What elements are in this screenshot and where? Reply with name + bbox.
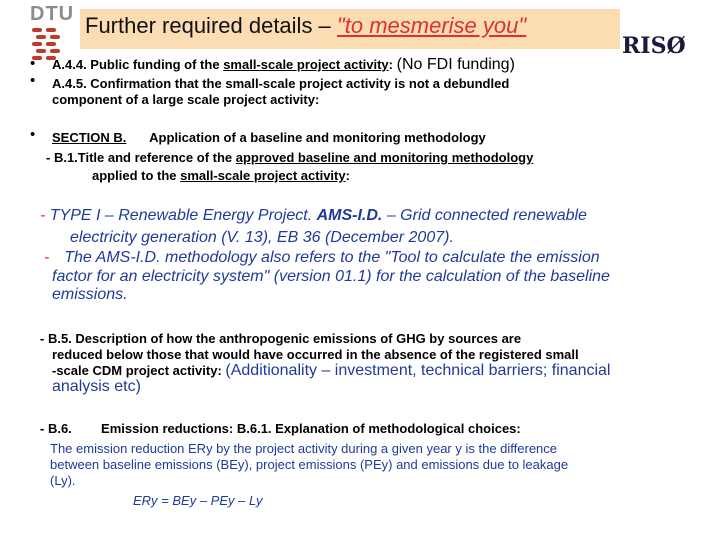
bullet-dot: • — [30, 72, 36, 89]
dtu-logo-text: DTU — [30, 3, 75, 25]
bullet-dot: • — [30, 55, 36, 72]
section-b-title: Application of a baseline and monitoring methodology — [149, 130, 486, 145]
type-l3: The AMS-I.D. methodology also refers to the "Tool to calculate the emission — [64, 249, 600, 266]
a44-text: A.4.4. Public funding of the — [52, 57, 220, 72]
b1-prefix: - B.1.Title and reference of the — [46, 150, 233, 165]
b5-line3 — [52, 363, 610, 378]
b6-line3: (Ly). — [50, 473, 76, 488]
b6-line2: between baseline emissions (BEy), project emissions (PEy) and emissions due to leakage — [50, 457, 569, 472]
b1-line2-colon: : — [345, 168, 350, 183]
type-l1-rest: – Grid connected renewable — [386, 207, 587, 224]
b1-underlined: approved baseline and monitoring methodology — [235, 150, 534, 165]
a44-answer: (No FDI funding) — [396, 56, 515, 73]
b5-l3-text: -scale CDM project activity: — [52, 363, 222, 378]
b5-line1: - B.5. Description of how the anthropogenic emissions of GHG by sources are — [40, 331, 522, 346]
type-line4: factor for an electricity system" (version 01.1) for the calculation of the baseline — [52, 268, 610, 285]
b5-line2: reduced below those that would have occurred in the absence of the registered small — [52, 347, 579, 362]
a44-underlined: small-scale project activity — [223, 57, 389, 72]
type-dash1: - — [40, 207, 46, 224]
b1-title-line2 — [92, 168, 350, 183]
b5-l3-answer: (Additionality – investment, technical barriers; financial — [225, 362, 611, 379]
type-line1 — [40, 207, 587, 225]
b6-heading — [40, 421, 521, 436]
b1-title-line1 — [46, 150, 533, 165]
type-line2: electricity generation (V. 13), EB 36 (December 2007). — [70, 229, 454, 246]
b1-line2-prefix: applied to the — [92, 168, 177, 183]
section-b-label: SECTION B. — [52, 130, 127, 145]
b6-line1: The emission reduction ERy by the project activity during a given year y is the difference — [50, 441, 558, 456]
type-line3 — [44, 249, 600, 267]
b6-label: - B.6. — [40, 421, 72, 436]
type-line5: emissions. — [52, 286, 128, 303]
b1-line2-underlined: small-scale project activity — [180, 168, 346, 183]
b6-title: Emission reductions: B.6.1. Explanation of methodological choices: — [101, 421, 521, 436]
bullet-dot: • — [30, 126, 36, 143]
bullet-a44 — [52, 57, 515, 72]
title-quote: "to mesmerise you" — [336, 13, 527, 38]
section-b-heading — [52, 130, 486, 145]
bullet-a45-line2: component of a large scale project activity: — [52, 92, 320, 107]
title-banner — [80, 9, 620, 49]
type-l1-bold: AMS-I.D. — [316, 207, 383, 224]
er-formula: ERy = BEy – PEy – Ly — [133, 493, 263, 508]
a44-colon: : — [388, 57, 394, 72]
riso-logo: RISØ — [622, 33, 686, 59]
type-dash2: - — [44, 249, 50, 266]
bullet-a45-line1: A.4.5. Confirmation that the small-scale project activity is not a debundled — [52, 76, 510, 91]
type-l1: TYPE I – Renewable Energy Project. — [49, 207, 313, 224]
b5-line4: analysis etc) — [52, 378, 141, 395]
title-prefix: Further required details – — [85, 13, 331, 38]
page-title — [85, 13, 526, 38]
